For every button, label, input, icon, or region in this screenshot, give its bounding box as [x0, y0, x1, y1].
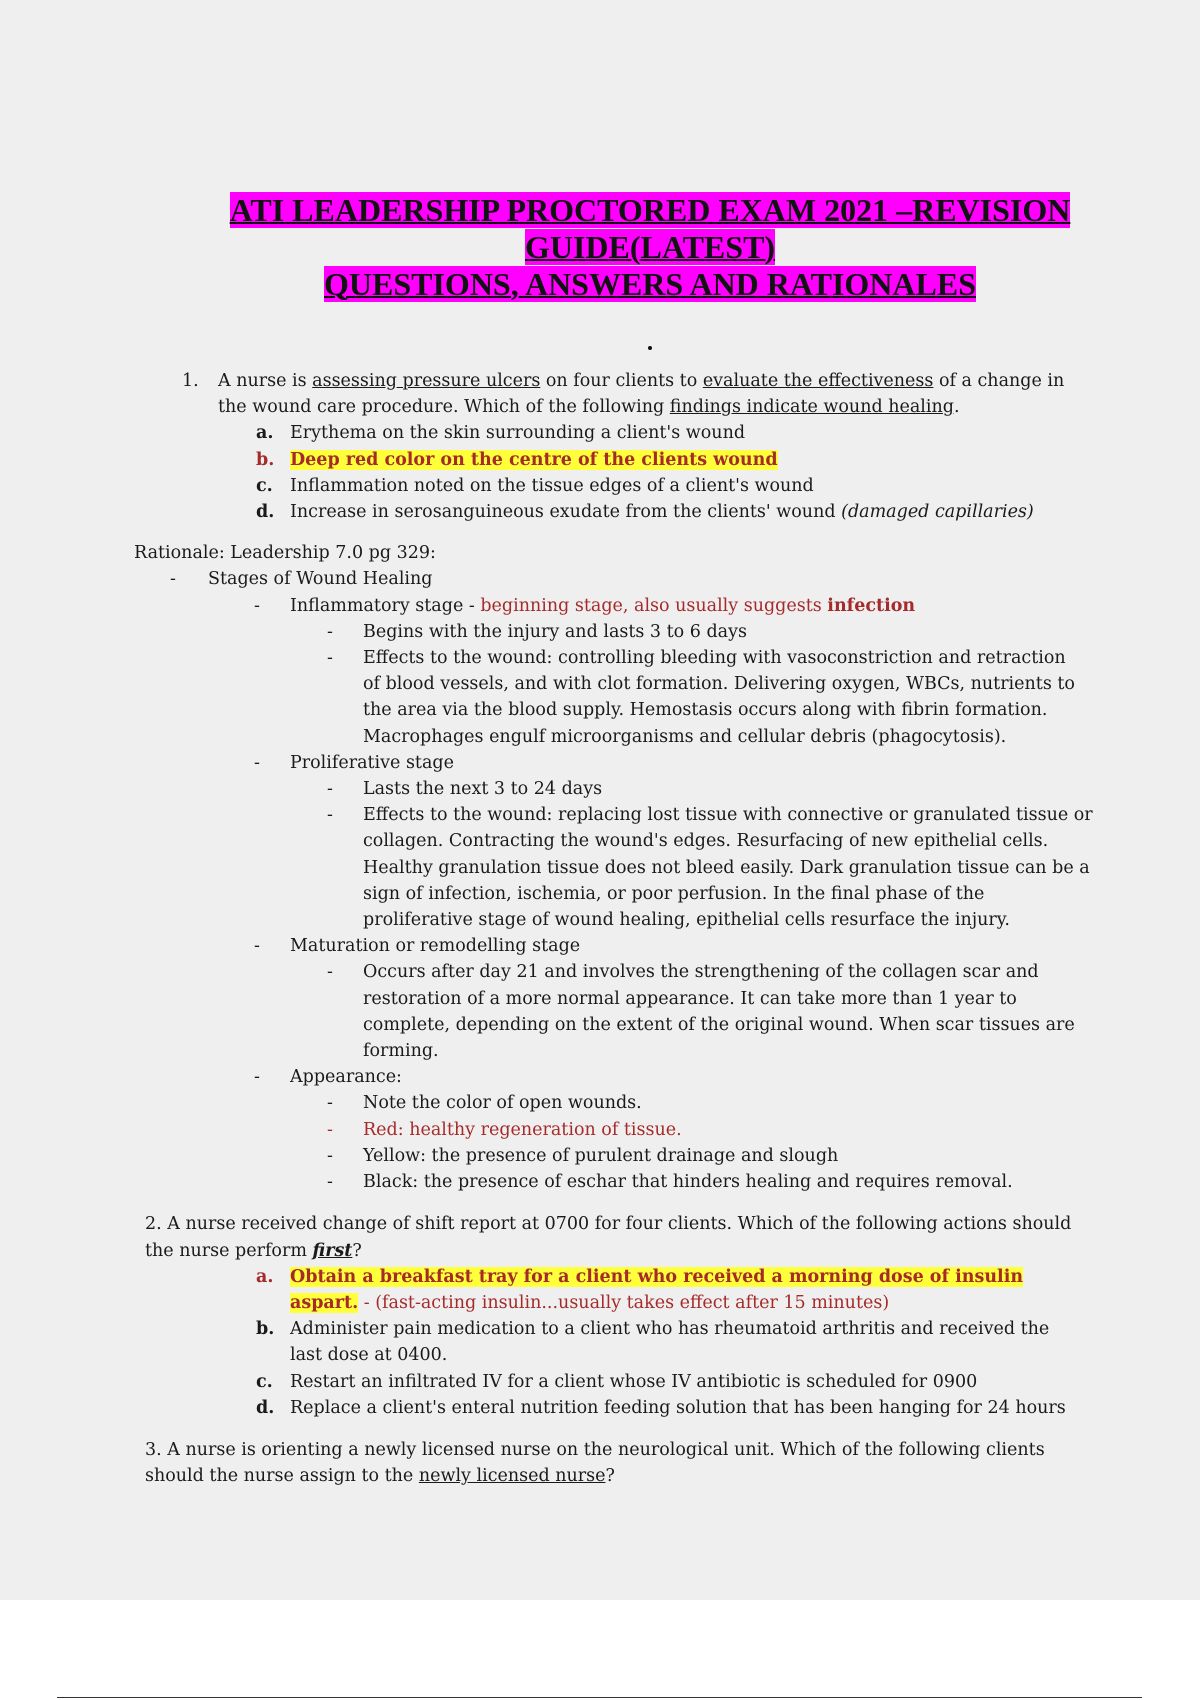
- list-item-cont: forming.: [363, 1041, 439, 1062]
- stages-title: - Stages of Wound Healing: [170, 569, 433, 590]
- title-line-1: ATI LEADERSHIP PROCTORED EXAM 2021 –REVISION: [229, 192, 1071, 228]
- question-number: 1.: [182, 371, 199, 391]
- list-item-cont: of blood vessels, and with clot formation. Delivering oxygen, WBCs, nutrients to: [363, 674, 1075, 695]
- footer-divider: [57, 1697, 1142, 1698]
- list-item: - Occurs after day 21 and involves the strengthening of the collagen scar and: [327, 962, 1039, 983]
- list-item-cont: sign of infection, ischemia, or poor perfusion. In the final phase of the: [363, 883, 985, 904]
- title-line-3: QUESTIONS, ANSWERS AND RATIONALES: [323, 266, 977, 302]
- question-1-line-2: the wound care procedure. Which of the following findings indicate wound healing.: [218, 397, 960, 418]
- q2-option-b: b. Administer pain medication to a client who has rheumatoid arthritis and received the: [256, 1319, 1050, 1340]
- q2-option-c: c. Restart an infiltrated IV for a client whose IV antibiotic is scheduled for 0900: [256, 1371, 978, 1392]
- proliferative-stage: - Proliferative stage: [254, 752, 454, 773]
- appearance: - Appearance:: [254, 1067, 402, 1088]
- q2-option-d: d. Replace a client's enteral nutrition feeding solution that has been hanging for 24 hours: [256, 1397, 1066, 1418]
- list-item-cont: restoration of a more normal appearance. It can take more than 1 year to: [363, 988, 1017, 1009]
- q2-option-a-answer: a. Obtain a breakfast tray for a client who received a morning dose of insulin: [256, 1266, 1024, 1287]
- document-title: [130, 192, 1170, 303]
- title-line-2: GUIDE(LATEST): [524, 229, 776, 265]
- list-item: - Effects to the wound: controlling bleeding with vasoconstriction and retraction: [327, 648, 1066, 669]
- list-item-cont: complete, depending on the extent of the original wound. When scar tissues are: [363, 1014, 1075, 1035]
- q1-option-d: d. Increase in serosanguineous exudate from the clients' wound (damaged capillaries): [256, 502, 1034, 523]
- list-item: - Lasts the next 3 to 24 days: [327, 779, 603, 800]
- list-item-cont: the area via the blood supply. Hemostasis occurs along with fibrin formation.: [363, 700, 1048, 721]
- list-item: - Begins with the injury and lasts 3 to 6 days: [327, 621, 747, 642]
- list-item: - Black: the presence of eschar that hinders healing and requires removal.: [327, 1172, 1013, 1193]
- question-1-line-1: 1. A nurse is assessing pressure ulcers on four clients to evaluate the effectiveness of a change in: [218, 368, 1200, 394]
- q2-option-b-cont: last dose at 0400.: [290, 1345, 448, 1366]
- bullet-dot: [648, 346, 652, 350]
- list-item: - Effects to the wound: replacing lost tissue with connective or granulated tissue or: [327, 805, 1093, 826]
- q1-option-a: a. Erythema on the skin surrounding a client's wound: [256, 423, 746, 444]
- q1-option-c: c. Inflammation noted on the tissue edges of a client's wound: [256, 475, 814, 496]
- question-3-line-2: should the nurse assign to the newly licensed nurse?: [145, 1466, 615, 1487]
- rationale-heading: Rationale: Leadership 7.0 pg 329:: [134, 543, 436, 564]
- inflammatory-stage: - Inflammatory stage - beginning stage, also usually suggests infection: [254, 595, 916, 616]
- list-item: - Note the color of open wounds.: [327, 1093, 642, 1114]
- document-body: [0, 368, 1200, 1489]
- list-item-cont: Macrophages engulf microorganisms and cellular debris (phagocytosis).: [363, 726, 1007, 747]
- question-2-line-2: the nurse perform first?: [145, 1240, 362, 1261]
- q1-option-b-answer: b. Deep red color on the centre of the clients wound: [256, 449, 778, 470]
- list-item-cont: Healthy granulation tissue does not bleed easily. Dark granulation tissue can be a: [363, 857, 1090, 878]
- question-2-line-1: 2. A nurse received change of shift report at 0700 for four clients. Which of the following actions should: [145, 1214, 1072, 1235]
- list-item: - Yellow: the presence of purulent drainage and slough: [327, 1145, 839, 1166]
- q2-option-a-cont: aspart. - (fast-acting insulin...usually takes effect after 15 minutes): [290, 1292, 890, 1313]
- maturation-stage: - Maturation or remodelling stage: [254, 936, 581, 957]
- question-3-line-1: 3. A nurse is orienting a newly licensed nurse on the neurological unit. Which of the following clients: [145, 1439, 1045, 1460]
- list-item-cont: collagen. Contracting the wound's edges. Resurfacing of new epithelial cells.: [363, 831, 1049, 852]
- list-item-red: - Red: healthy regeneration of tissue.: [327, 1119, 682, 1140]
- list-item-cont: proliferative stage of wound healing, epithelial cells resurface the injury.: [363, 910, 1010, 931]
